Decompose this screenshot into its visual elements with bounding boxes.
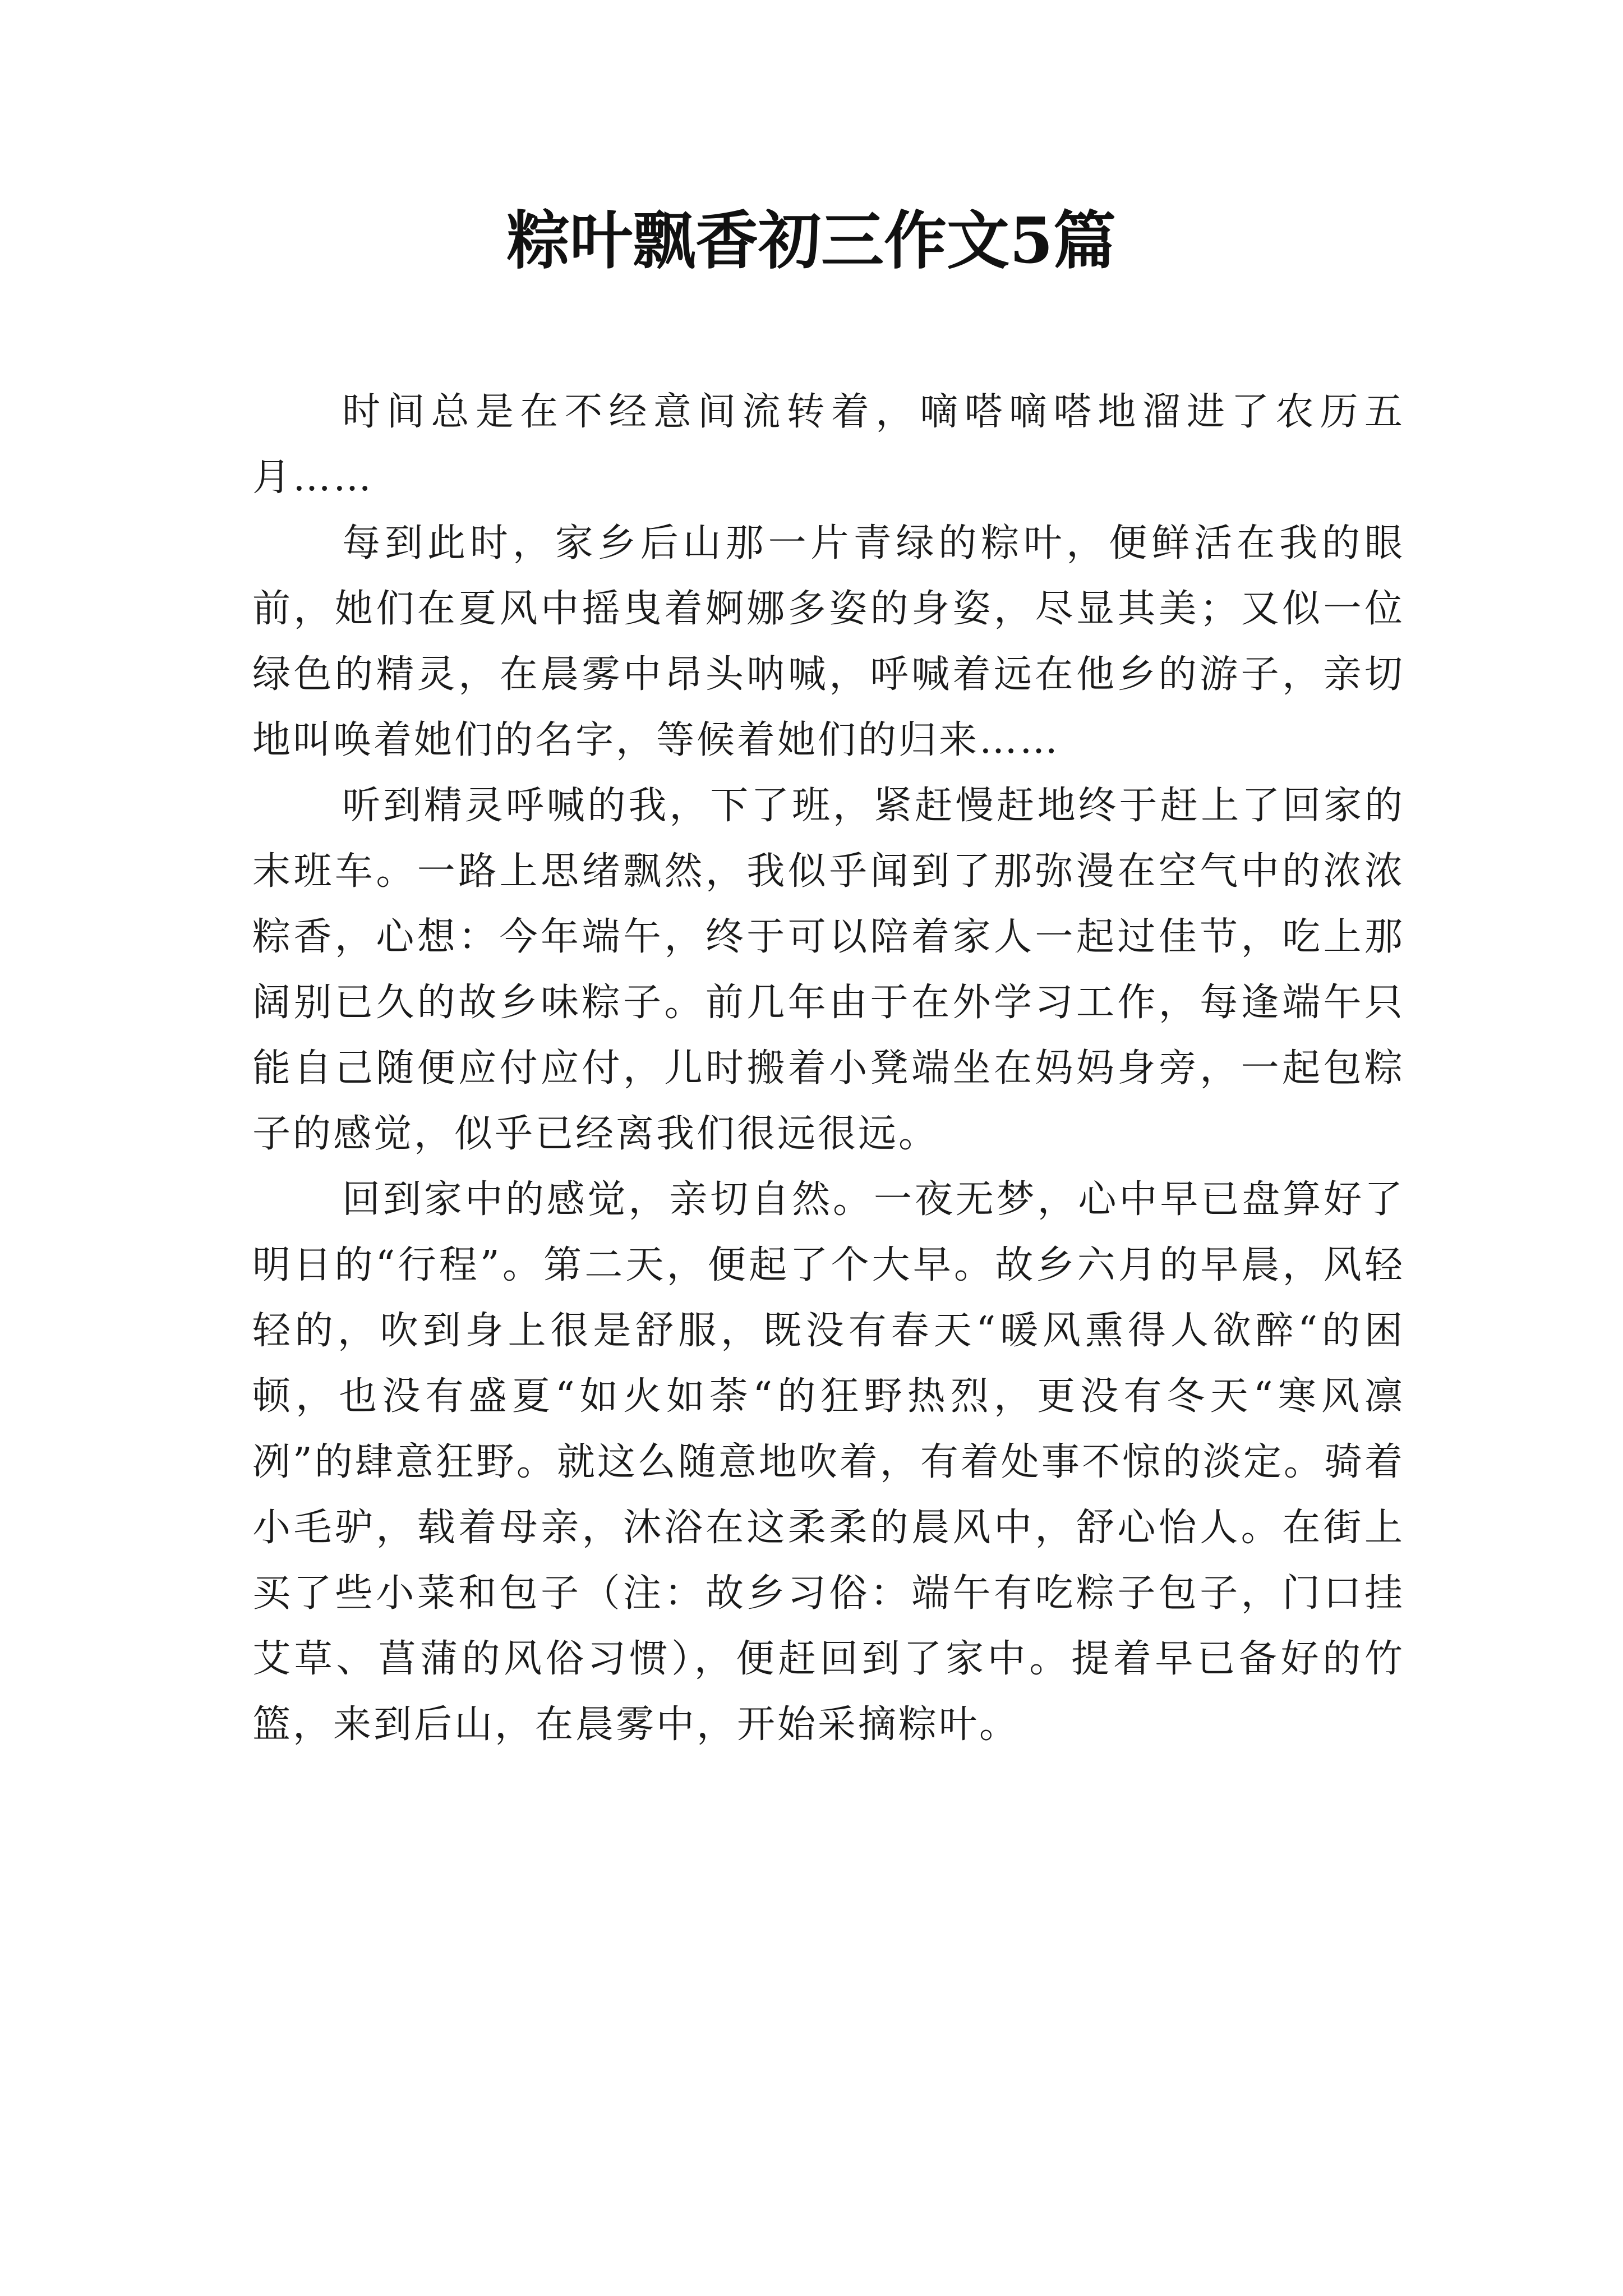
- paragraph-2: 每到此时，家乡后山那一片青绿的粽叶，便鲜活在我的眼前，她们在夏风中摇曳着婀娜多姿的身姿，尽显其美；又似一位绿色的精灵，在晨雾中昂头呐喊，呼喊着远在他乡的游子，亲切地叫唤着她们的名字，等候着她们的归来……: [252, 521, 1405, 762]
- document-title: 粽叶飘香初三作文5篇: [507, 204, 1116, 278]
- document-body: [252, 379, 1405, 1757]
- paragraph-3: 听到精灵呼喊的我，下了班，紧赶慢赶地终于赶上了回家的末班车。一路上思绪飘然，我似乎闻到了那弥漫在空气中的浓浓粽香，心想：今年端午，终于可以陪着家人一起过佳节，吃上那阔别已久的故乡味粽子。前几年由于在外学习工作，每逢端午只能自己随便应付应付，儿时搬着小凳端坐在妈妈身旁，一起包粽子的感觉，似乎已经离我们很远很远。: [252, 784, 1405, 1156]
- paragraph-1: 时间总是在不经意间流转着，嘀嗒嘀嗒地溜进了农历五月……: [252, 390, 1405, 500]
- paragraph-4: 回到家中的感觉，亲切自然。一夜无梦，心中早已盘算好了明日的“行程”。第二天，便起了个大早。故乡六月的早晨，风轻轻的，吹到身上很是舒服，既没有春天“暖风熏得人欲醉“的困顿，也没有盛夏“如火如荼“的狂野热烈，更没有冬天“寒风凛冽”的肆意狂野。就这么随意地吹着，有着处事不惊的淡定。骑着小毛驴，载着母亲，沐浴在这柔柔的晨风中，舒心怡人。在街上买了些小菜和包子（注：故乡习俗：端午有吃粽子包子，门口挂艾草、菖蒲的风俗习惯），便赶回到了家中。提着早已备好的竹篮，来到后山，在晨雾中，开始采摘粽叶。: [252, 1177, 1405, 1747]
